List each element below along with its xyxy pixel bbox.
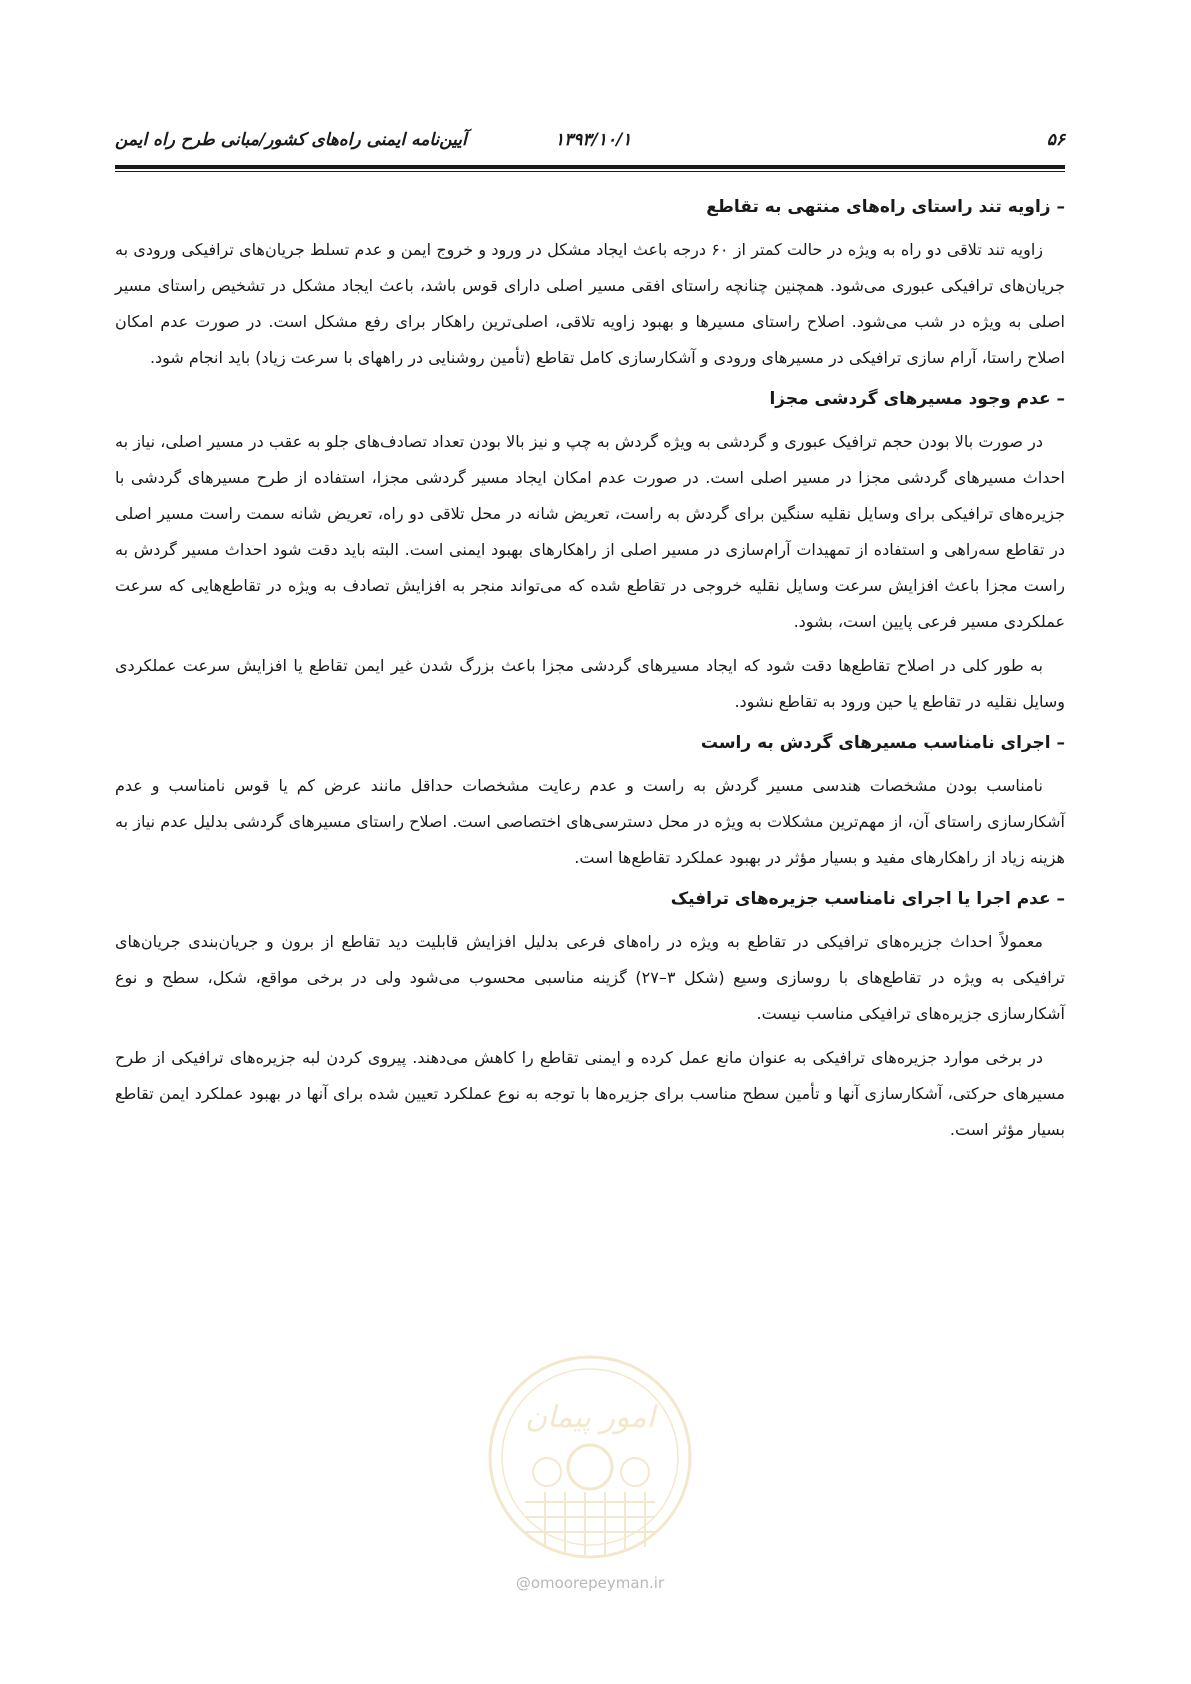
page-header [115, 128, 1065, 158]
watermark-logo [485, 1352, 695, 1562]
section-heading: – عدم اجرا یا اجرای نامناسب جزیره‌های ترافیک [670, 889, 1065, 909]
paragraph: به طور کلی در اصلاح تقاطع‌ها دقت شود که ایجاد مسیرهای گردشی مجزا باعث بزرگ شدن غیر ایمن تقاطع یا افزایش سرعت عملکردی وسایل نقلیه در تقاطع یا حین ورود به تقاطع نشود. [115, 656, 1065, 711]
page-body [115, 192, 1065, 1156]
paragraph: در برخی موارد جزیره‌های ترافیکی به عنوان مانع عمل کرده و ایمنی تقاطع را کاهش می‌دهند. پیروی کردن لبه جزیره‌های ترافیکی از طرح مسیرهای حرکتی، آشکارسازی آنها و تأمین سطح مناسب برای جزیره‌ها با توجه به نوع عملکرد تعیین شده برای آنها در بهبود عملکرد ایمن تقاطع بسیار مؤثر است. [115, 1048, 1065, 1139]
header-date: ۱۳۹۳/۱۰/۱ [555, 130, 632, 150]
paragraph: نامناسب بودن مشخصات هندسی مسیر گردش به راست و عدم رعایت مشخصات حداقل مانند عرض کم یا قوس نامناسب و عدم آشکارسازی راستای آن، از مهم‌ترین مشکلات به ویژه در محل دسترسی‌های اختصاصی است. اصلاح راستای مسیرهای گردشی بدلیل عدم نیاز به هزینه زیاد از راهکارهای مفید و بسیار مؤثر در بهبود عملکرد تقاطع‌ها است. [115, 776, 1065, 867]
watermark-logo-text: امور پیمان [525, 1400, 655, 1435]
section-traffic-islands [115, 884, 1065, 1148]
section-heading: – زاویه تند راستای راه‌های منتهی به تقاطع [706, 197, 1065, 217]
running-title: آیین‌نامه ایمنی راه‌های کشور/مبانی طرح راه ایمن [115, 130, 467, 150]
paragraph: در صورت بالا بودن حجم ترافیک عبوری و گردشی به ویژه گردش به چپ و نیز بالا بودن تعداد تصادف‌های جلو به عقب در مسیر اصلی، نیاز به احداث مسیرهای گردشی مجزا در مسیر اصلی است. در صورت عدم امکان ایجاد مسیر گردشی مجزا، استفاده از طرح مسیرهای گردشی با جزیره‌های ترافیکی برای وسایل نقلیه سنگین برای گردش به راست، تعریض شانه در محل تلاقی دو راه، تعریض شانه سمت راست مسیر اصلی در تقاطع سه‌راهی و استفاده از تمهیدات آرام‌سازی در مسیر اصلی از راهکارهای بهبود ایمنی است. البته باید دقت شود احداث مسیر گردش به راست مجزا باعث افزایش سرعت وسایل نقلیه خروجی در تقاطع شده که می‌تواند منجر به افزایش تصادف به ویژه در تقاطع‌هایی که سرعت عملکردی مسیر فرعی پایین است، بشود. [115, 432, 1065, 631]
section-turning-lanes [115, 384, 1065, 720]
section-heading: – اجرای نامناسب مسیرهای گردش به راست [700, 733, 1065, 753]
header-rule-thick [115, 165, 1065, 169]
paragraph: زاویه تند تلاقی دو راه به ویژه در حالت کمتر از ۶۰ درجه باعث ایجاد مشکل در ورود و خروج ایمن و عدم تسلط جریان‌های ترافیکی ورودی به جریان‌های ترافیکی عبوری می‌شود. همچنین چنانچه راستای افقی مسیر اصلی دارای قوس باشد، باعث ایجاد مشکل در تشخیص راستای مسیر اصلی به ویژه در شب می‌شود. اصلاح راستای مسیرها و بهبود زاویه تلاقی، اصلی‌ترین راهکار برای رفع مشکل است. در صورت عدم امکان اصلاح راستا، آرام سازی ترافیکی در مسیرهای ورودی و آشکارسازی کامل تقاطع (تأمین روشنایی در راههای با سرعت زیاد) باید انجام شود. [115, 240, 1065, 367]
watermark-site: @omoorepeyman.ir [515, 1574, 665, 1592]
header-rule-thin [115, 171, 1065, 172]
section-sharp-angle [115, 192, 1065, 376]
section-right-turn [115, 728, 1065, 876]
page-number: ۵۶ [1046, 130, 1065, 150]
paragraph: معمولاً احداث جزیره‌های ترافیکی در تقاطع به ویژه در راه‌های فرعی بدلیل افزایش قابلیت دید تقاطع از برون و جریان‌بندی جریان‌های ترافیکی به ویژه در تقاطع‌های با روسازی وسیع (شکل ۳–۲۷) گزینه مناسبی محسوب می‌شود ولی در برخی مواقع، شکل، سطح و نوع آشکارسازی جزیره‌های ترافیکی مناسب نیست. [115, 932, 1066, 1023]
section-heading: – عدم وجود مسیرهای گردشی مجزا [769, 389, 1065, 409]
